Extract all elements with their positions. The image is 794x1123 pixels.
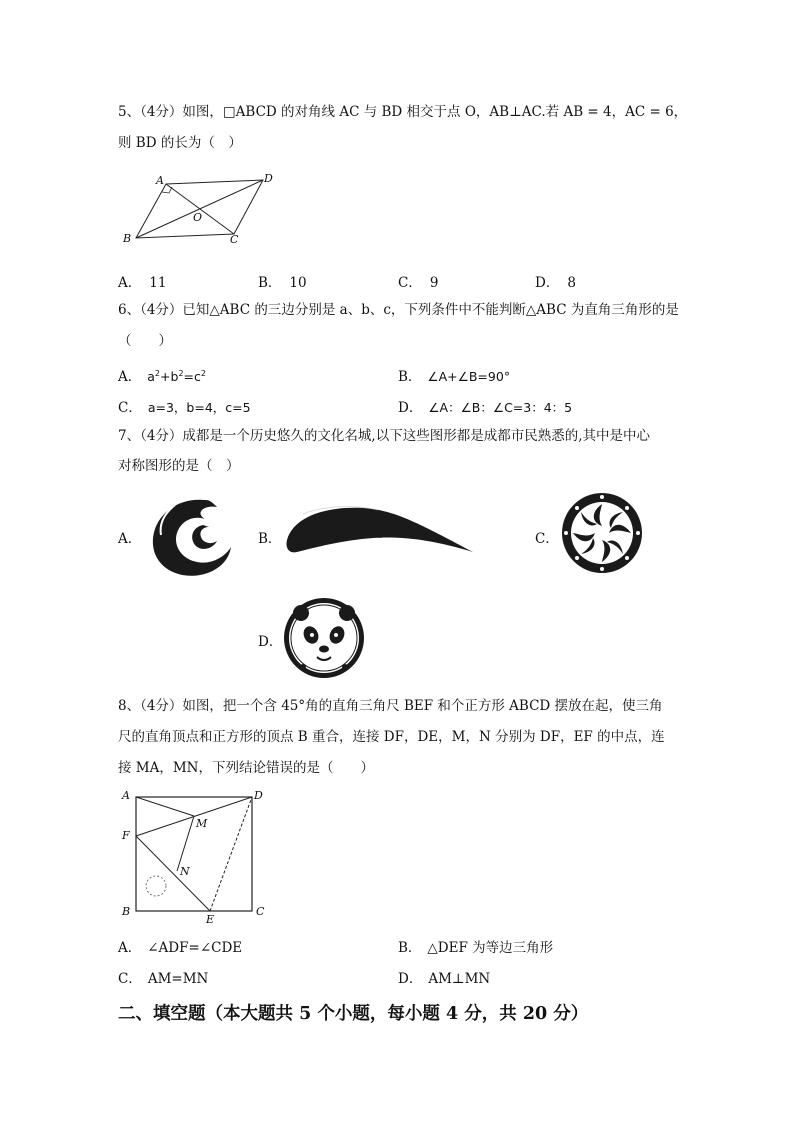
label-f: F: [122, 829, 130, 842]
q7-stem-line2: 对称图形的是（ ）: [118, 458, 240, 474]
segment-fe: [136, 836, 210, 911]
q5-option-d[interactable]: [535, 271, 576, 291]
option-text: AM⊥MN: [428, 971, 491, 987]
q5-option-a[interactable]: [118, 271, 166, 291]
label-o: O: [193, 211, 203, 224]
option-key: A．: [118, 275, 142, 291]
q7-option-a[interactable]: [118, 527, 141, 547]
sun-ring-logo-icon: [561, 492, 643, 574]
q8-stem-line2: 尺的直角顶点和正方形的顶点 B 重合，连接 DF，DE，M，N 分别为 DF，EF 的中点，连: [118, 729, 665, 745]
q8-option-b[interactable]: [398, 936, 553, 956]
segment-de: [210, 797, 252, 911]
option-key: C．: [398, 275, 422, 291]
q6-option-a[interactable]: [118, 365, 206, 385]
q6-option-b[interactable]: [398, 365, 510, 385]
option-key: B．: [398, 369, 422, 385]
option-text: ∠A：∠B：∠C=3：4：5: [428, 400, 573, 415]
label-m: M: [196, 817, 208, 830]
crescent-swirl-logo-icon: [145, 495, 235, 580]
q8-stem-line3: 接 MA，MN，下列结论错误的是（ ）: [118, 760, 374, 776]
label-b: B: [123, 232, 132, 245]
segment-mn: [177, 816, 194, 871]
q5-option-b[interactable]: [258, 271, 307, 291]
diagonal-bd: [136, 180, 263, 238]
option-text: ∠ADF=∠CDE: [147, 940, 243, 956]
label-c: C: [230, 233, 239, 246]
q7-option-b[interactable]: [258, 527, 281, 547]
label-e: E: [206, 913, 215, 926]
option-text: 8: [567, 275, 576, 291]
decorative-circle: [146, 876, 166, 896]
label-a: A: [156, 174, 164, 187]
option-key: D．: [398, 400, 423, 416]
q8-option-a[interactable]: [118, 936, 242, 956]
option-text: a=3，b=4，c=5: [147, 400, 251, 415]
option-key: B．: [258, 275, 282, 291]
q7-option-c[interactable]: [535, 527, 559, 547]
q5-parallelogram-figure: [118, 172, 283, 247]
q6-option-c[interactable]: [118, 396, 251, 416]
q8-option-d[interactable]: [398, 967, 490, 987]
q7-stem-line1: 7、（4分）成都是一个历史悠久的文化名城,以下这些图形都是成都市民熟悉的,其中是中心: [118, 428, 651, 444]
option-key: B．: [258, 531, 282, 547]
q8-option-c[interactable]: [118, 967, 208, 987]
option-key: C．: [118, 400, 142, 416]
option-text: 10: [289, 275, 307, 291]
q8-stem-line1: 8、（4分）如图，把一个含 45°角的直角三角尺 BEF 和个正方形 ABCD 摆放在起，使三角: [118, 698, 663, 714]
q8-square-triangle-figure: [118, 785, 278, 925]
option-key: A．: [118, 940, 142, 956]
option-text: ∠A+∠B=90°: [427, 369, 511, 384]
option-key: C．: [118, 971, 142, 987]
option-key: D．: [398, 971, 423, 987]
swoosh-logo-icon: [283, 500, 478, 560]
q7-option-d[interactable]: [258, 630, 282, 650]
q6-option-d[interactable]: [398, 396, 572, 416]
option-text: 11: [149, 275, 167, 291]
option-key: A．: [118, 369, 142, 385]
q5-stem-line1: 5、（4分）如图，□ABCD 的对角线 AC 与 BD 相交于点 O，AB⊥AC.若 AB = 4，AC = 6，: [118, 104, 688, 120]
q6-stem-line2: （ ）: [118, 333, 172, 349]
label-c: C: [256, 905, 265, 918]
label-d: D: [254, 789, 263, 802]
option-text: 9: [429, 275, 439, 291]
label-b: B: [122, 905, 131, 918]
section-heading-fill-in-blank: 二、填空题（本大题共 5 个小题，每小题 4 分，共 20 分）: [118, 1004, 589, 1024]
label-n: N: [180, 865, 190, 878]
option-key: B．: [398, 940, 422, 956]
panda-face-logo-icon: [283, 597, 365, 679]
option-key: D．: [535, 275, 560, 291]
q5-stem-line2: 则 BD 的长为（ ）: [118, 135, 242, 151]
segment-am: [136, 797, 194, 816]
q6-stem-line1: 6、（4分）已知△ABC 的三边分别是 a、b、c，下列条件中不能判断△ABC 为直角三角形的是: [118, 302, 679, 318]
option-key: D．: [258, 634, 283, 650]
q5-option-c[interactable]: [398, 271, 438, 291]
label-d: D: [264, 172, 273, 185]
option-text: AM=MN: [147, 971, 209, 987]
option-key: C．: [535, 531, 559, 547]
option-text: △DEF 为等边三角形: [427, 940, 554, 956]
option-text: $a^2+b^2=c^2$: [147, 368, 206, 384]
option-key: A．: [118, 531, 142, 547]
label-a: A: [122, 789, 130, 802]
